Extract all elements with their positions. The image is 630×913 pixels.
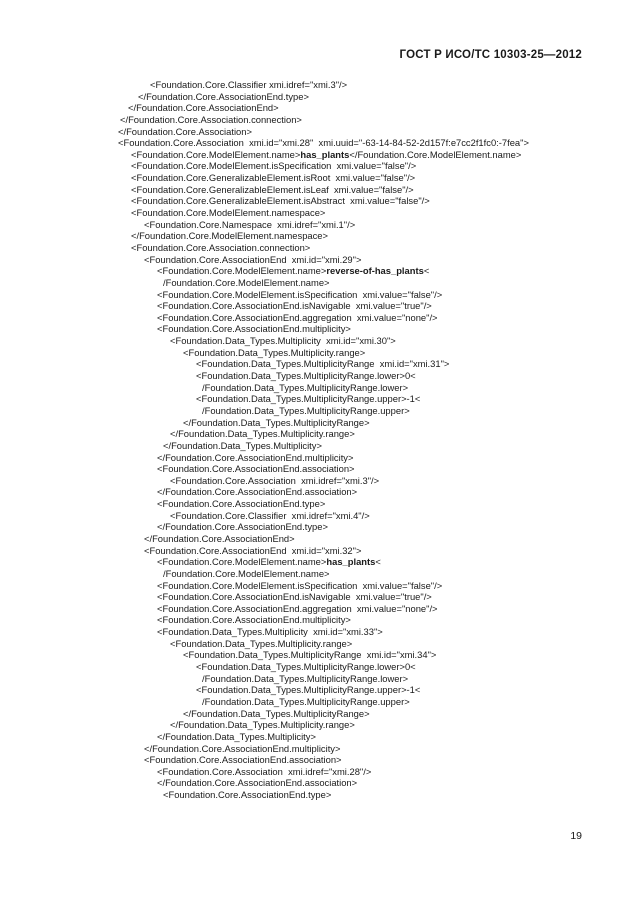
code-line xyxy=(0,230,630,242)
code-text: < xyxy=(375,556,381,568)
code-text: <Foundation.Core.Classifier xmi.idref="xmi.4"/> xyxy=(170,509,370,521)
code-line xyxy=(0,79,630,91)
code-text: <Foundation.Data_Types.MultiplicityRange xmi.id="xmi.31"> xyxy=(196,358,450,370)
code-line xyxy=(0,323,630,335)
code-line xyxy=(0,591,630,603)
code-text: <Foundation.Core.AssociationEnd.multiplicity> xyxy=(157,323,351,335)
code-line xyxy=(0,277,630,289)
code-line xyxy=(0,335,630,347)
code-text: </Foundation.Core.Association> xyxy=(118,125,252,137)
code-line xyxy=(0,126,630,138)
code-line xyxy=(0,463,630,475)
code-text: <Foundation.Core.Association xmi.id="xmi.28" xmi.uuid="-63-14-84-52-2d157f:e7cc2f1fc0:-7fea"> xyxy=(118,137,529,149)
code-text: </Foundation.Core.AssociationEnd.type> xyxy=(138,90,309,102)
code-line xyxy=(0,102,630,114)
code-text: <Foundation.Core.AssociationEnd.multiplicity> xyxy=(157,614,351,626)
code-text: <Foundation.Core.GeneralizableElement.isLeaf xmi.value="false"/> xyxy=(131,183,414,195)
code-text: <Foundation.Core.AssociationEnd.type> xyxy=(163,789,332,801)
code-line xyxy=(0,649,630,661)
page-number: 19 xyxy=(570,830,582,842)
code-text: <Foundation.Core.ModelElement.name> xyxy=(157,556,327,568)
code-line xyxy=(0,114,630,126)
code-text: <Foundation.Core.AssociationEnd.isNavigable xmi.value="true"/> xyxy=(157,591,432,603)
code-text: <Foundation.Data_Types.MultiplicityRange xmi.id="xmi.34"> xyxy=(183,649,437,661)
code-text: /Foundation.Core.ModelElement.name> xyxy=(163,567,330,579)
code-text: <Foundation.Core.Association.connection> xyxy=(131,241,311,253)
code-line xyxy=(0,684,630,696)
code-line xyxy=(0,510,630,522)
code-text: <Foundation.Core.Association xmi.idref="xmi.3"/> xyxy=(170,474,380,486)
element-name-value: reverse-of-has_plants xyxy=(326,265,424,277)
code-text: <Foundation.Core.AssociationEnd.isNavigable xmi.value="true"/> xyxy=(157,300,432,312)
code-line xyxy=(0,696,630,708)
code-text: < xyxy=(423,265,430,277)
code-text: </Foundation.Core.AssociationEnd.type> xyxy=(157,521,328,533)
code-line xyxy=(0,545,630,557)
xml-code-listing xyxy=(0,79,630,801)
code-text: <Foundation.Core.AssociationEnd xmi.id="xmi.29"> xyxy=(144,253,362,265)
code-line xyxy=(0,580,630,592)
code-text: <Foundation.Core.AssociationEnd.association> xyxy=(157,463,355,475)
code-line xyxy=(0,91,630,103)
code-line xyxy=(0,568,630,580)
code-text: <Foundation.Data_Types.Multiplicity xmi.id="xmi.33"> xyxy=(157,626,383,638)
code-line xyxy=(0,405,630,417)
code-text: <Foundation.Core.AssociationEnd xmi.id="xmi.32"> xyxy=(144,544,362,556)
code-text: /Foundation.Core.ModelElement.name> xyxy=(163,276,330,288)
code-text: <Foundation.Data_Types.Multiplicity xmi.id="xmi.30"> xyxy=(170,335,396,347)
code-text: /Foundation.Data_Types.MultiplicityRange.lower> xyxy=(202,381,409,393)
code-text: </Foundation.Core.AssociationEnd> xyxy=(128,102,279,114)
element-name-value: has_plants xyxy=(326,556,376,568)
code-line xyxy=(0,731,630,743)
code-text: </Foundation.Core.AssociationEnd.association> xyxy=(157,486,358,498)
code-text: <Foundation.Core.ModelElement.isSpecification xmi.value="false"/> xyxy=(157,288,443,300)
code-line xyxy=(0,626,630,638)
code-line xyxy=(0,440,630,452)
code-line xyxy=(0,219,630,231)
code-line xyxy=(0,289,630,301)
code-text: <Foundation.Core.ModelElement.name> xyxy=(131,148,301,160)
standard-designation: ГОСТ Р ИСО/ТС 10303-25—2012 xyxy=(399,49,582,61)
code-line xyxy=(0,708,630,720)
code-text: </Foundation.Core.ModelElement.name> xyxy=(349,148,522,160)
code-text: <Foundation.Core.Classifier xmi.idref="xmi.3"/> xyxy=(150,79,348,90)
code-line xyxy=(0,743,630,755)
code-line xyxy=(0,184,630,196)
code-text: <Foundation.Core.Namespace xmi.idref="xmi.1"/> xyxy=(144,218,356,230)
code-line xyxy=(0,242,630,254)
code-text: </Foundation.Core.ModelElement.namespace> xyxy=(131,230,328,242)
code-line xyxy=(0,719,630,731)
code-text: /Foundation.Data_Types.MultiplicityRange.upper> xyxy=(202,695,410,707)
code-text: </Foundation.Data_Types.Multiplicity.range> xyxy=(170,428,355,440)
code-text: <Foundation.Core.AssociationEnd.aggregation xmi.value="none"/> xyxy=(157,311,438,323)
code-line xyxy=(0,312,630,324)
code-line xyxy=(0,638,630,650)
code-text: <Foundation.Data_Types.MultiplicityRange.lower>0< xyxy=(196,661,416,673)
code-text: </Foundation.Core.Association.connection> xyxy=(120,113,302,125)
code-line xyxy=(0,498,630,510)
code-text: <Foundation.Core.ModelElement.isSpecification xmi.value="false"/> xyxy=(131,160,417,172)
code-text: <Foundation.Core.ModelElement.namespace> xyxy=(131,207,326,219)
code-text: <Foundation.Data_Types.Multiplicity.range> xyxy=(170,637,353,649)
code-text: </Foundation.Data_Types.Multiplicity> xyxy=(157,730,316,742)
code-text: </Foundation.Core.AssociationEnd.association> xyxy=(157,777,358,789)
code-text: </Foundation.Core.AssociationEnd> xyxy=(144,532,295,544)
code-text: </Foundation.Core.AssociationEnd.multiplicity> xyxy=(157,451,354,463)
code-line xyxy=(0,777,630,789)
code-text: <Foundation.Core.ModelElement.name> xyxy=(157,265,327,277)
code-line xyxy=(0,160,630,172)
code-text: <Foundation.Core.Association xmi.idref="xmi.28"/> xyxy=(157,765,372,777)
code-line xyxy=(0,428,630,440)
code-text: <Foundation.Core.GeneralizableElement.isRoot xmi.value="false"/> xyxy=(131,172,416,184)
code-text: </Foundation.Data_Types.MultiplicityRange> xyxy=(183,707,370,719)
code-line xyxy=(0,766,630,778)
code-line xyxy=(0,452,630,464)
code-line xyxy=(0,673,630,685)
code-text: <Foundation.Data_Types.MultiplicityRange.upper>-1< xyxy=(196,393,421,405)
code-text: <Foundation.Core.GeneralizableElement.isAbstract xmi.value="false"/> xyxy=(131,195,430,207)
code-line xyxy=(0,556,630,568)
code-line xyxy=(0,533,630,545)
code-line xyxy=(0,754,630,766)
code-line xyxy=(0,614,630,626)
code-text: <Foundation.Data_Types.Multiplicity.range> xyxy=(183,346,366,358)
code-text: </Foundation.Data_Types.MultiplicityRange> xyxy=(183,416,370,428)
code-line xyxy=(0,521,630,533)
code-line xyxy=(0,475,630,487)
code-line xyxy=(0,195,630,207)
code-text: <Foundation.Data_Types.MultiplicityRange.upper>-1< xyxy=(196,684,421,696)
code-text: /Foundation.Data_Types.MultiplicityRange.upper> xyxy=(202,404,410,416)
code-text: <Foundation.Core.ModelElement.isSpecification xmi.value="false"/> xyxy=(157,579,443,591)
code-line xyxy=(0,254,630,266)
code-text: <Foundation.Core.AssociationEnd.aggregation xmi.value="none"/> xyxy=(157,602,438,614)
code-text: </Foundation.Data_Types.Multiplicity> xyxy=(163,439,322,451)
code-line xyxy=(0,603,630,615)
code-line xyxy=(0,265,630,277)
code-line xyxy=(0,393,630,405)
code-line xyxy=(0,347,630,359)
code-text: <Foundation.Core.AssociationEnd.association> xyxy=(144,754,342,766)
code-line xyxy=(0,207,630,219)
code-text: <Foundation.Data_Types.MultiplicityRange.lower>0< xyxy=(196,370,416,382)
code-text: <Foundation.Core.AssociationEnd.type> xyxy=(157,498,326,510)
code-text: </Foundation.Core.AssociationEnd.multiplicity> xyxy=(144,742,341,754)
code-text: </Foundation.Data_Types.Multiplicity.range> xyxy=(170,719,355,731)
code-line xyxy=(0,382,630,394)
code-line xyxy=(0,486,630,498)
element-name-value: has_plants xyxy=(300,148,350,160)
code-line xyxy=(0,137,630,149)
code-line xyxy=(0,661,630,673)
code-line xyxy=(0,417,630,429)
code-line xyxy=(0,358,630,370)
code-line xyxy=(0,789,630,801)
code-line xyxy=(0,370,630,382)
code-line xyxy=(0,300,630,312)
code-line xyxy=(0,172,630,184)
code-line xyxy=(0,149,630,161)
code-text: /Foundation.Data_Types.MultiplicityRange.lower> xyxy=(202,672,409,684)
